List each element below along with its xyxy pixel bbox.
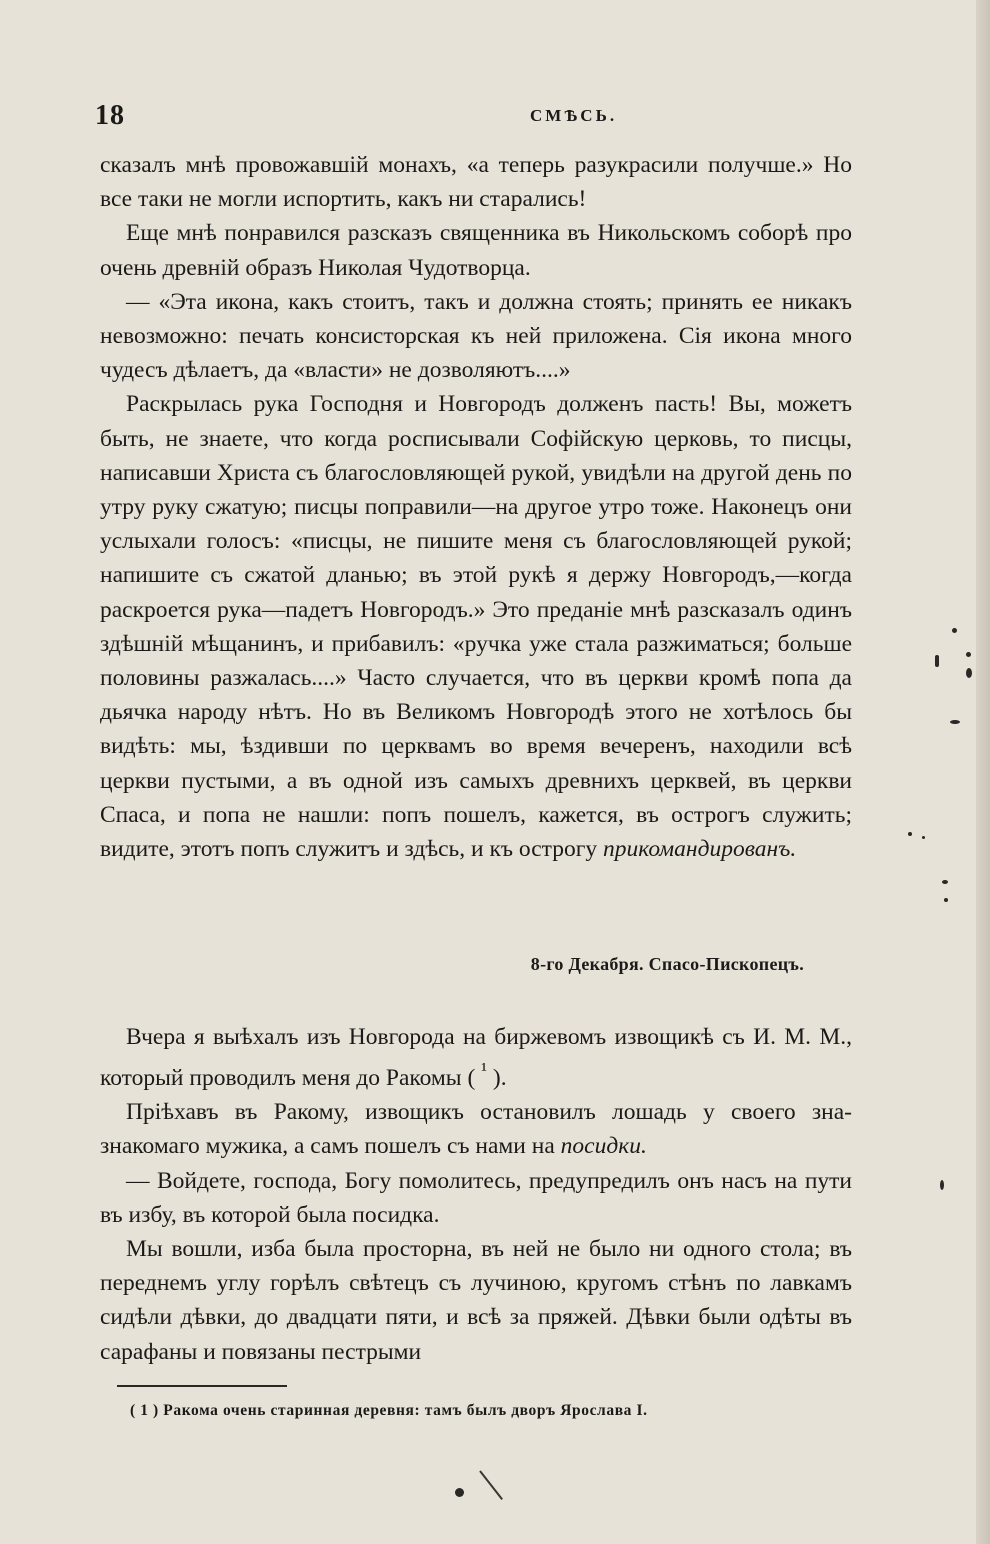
scan-speck [966,652,971,657]
scan-speck [935,655,939,667]
scan-speck [944,898,948,902]
footnote-rule [117,1385,287,1387]
paragraph: Еще мнѣ понравился разсказъ священника въ Никольскомъ соборѣ про очень древній образъ Николая Чудотворца. [100,220,852,281]
paragraph [100,1095,852,1163]
scan-speck [908,832,912,836]
scan-scratch [479,1470,503,1500]
body-text-bottom [100,1020,852,1369]
scan-speck [940,1180,944,1190]
page-edge-shadow [976,0,990,1544]
italic-word: посидки. [560,1133,647,1160]
running-head: СМѢСЬ. [530,106,618,125]
footnote-ref: ¹ [481,1060,488,1082]
footnote: ( 1 ) Ракома очень старинная деревня: тамъ былъ дворъ Ярослава I. [130,1402,648,1419]
paragraph [100,1020,852,1095]
paragraph: сказалъ мнѣ провожавшій монахъ, «а теперь разукрасили получше.» Но все таки не могли испортить, какъ ни старались! [100,152,852,213]
paragraph-text: Раскрылась рука Господня и Новгородъ долженъ пасть! Вы, можетъ быть, не знаете, что когда росписывали Софійскую церковь, то писцы, написавши Христа съ благословляющей рукой, увидѣли на другой день по утру руку сжатую; писцы поправили—на другое утро тоже. Наконецъ они услыхали голосъ: «писцы, не пишите меня съ благословляющей рукой; напишите съ сжатой дланью; въ этой рукѣ я держу Новгородъ,—когда раскроется рука—падетъ Новгородъ.» Это преданіе мнѣ разсказалъ одинъ здѣшній мѣщанинъ, и прибавилъ: «ручка уже стала разжиматься; больше половины разжалась....» Часто случается, что въ церкви кромѣ попа да дьячка народу нѣтъ. Но въ Великомъ Новгородѣ этого не хотѣлось бы видѣть: мы, ѣздивши по церквамъ во время вечеренъ, находили всѣ церкви пустыми, а въ одной изъ самыхъ древнихъ церквей, въ церкви Спаса, и попа не нашли: попъ пошелъ, кажется, въ острогъ служить; видите, этотъ попъ служитъ и здѣсь, и къ острогу [100,391,852,863]
italic-word: прикомандированъ. [602,836,797,863]
paragraph-text: Вчера я выѣхалъ изъ Новгорода на биржевомъ извощикѣ съ И. М. М., который проводилъ меня до Ракомы ( [100,1024,852,1092]
page-header [95,100,895,140]
scan-speck [942,880,948,884]
scan-speck [950,720,960,724]
dateline: 8-го Декабря. Спасо-Пископецъ. [530,954,804,974]
paragraph [100,387,852,866]
scan-speck [455,1488,464,1497]
paragraph: Мы вошли, изба была просторна, въ ней не было ни одного стола; въ переднемъ углу горѣлъ свѣтецъ съ лучиною, кругомъ стѣнъ по лавкамъ сидѣли дѣвки, до двадцати пяти, и всѣ за пряжей. Дѣвки были одѣты въ сарафаны и повязаны пестрыми [100,1236,852,1365]
paragraph-text: Пріѣхавъ въ Ракому, извощикъ остановилъ лошадь у своего зна- знакомаго мужика, а самъ пошелъ съ нами на [100,1099,852,1160]
paragraph: — Войдете, господа, Богу помолитесь, предупредилъ онъ насъ на пути въ избу, въ которой была посидка. [100,1167,852,1228]
page-number: 18 [95,100,125,131]
body-text-top [100,148,852,866]
scan-speck [952,628,957,633]
scan-speck [922,836,925,839]
scan-speck [966,668,972,678]
paragraph: — «Эта икона, какъ стоитъ, такъ и должна стоять; принять ее никакъ невозможно: печать консисторская къ ней приложена. Сія икона много чудесъ дѣлаетъ, да «власти» не дозволяютъ....» [100,288,852,384]
paragraph-text: ). [492,1065,507,1092]
